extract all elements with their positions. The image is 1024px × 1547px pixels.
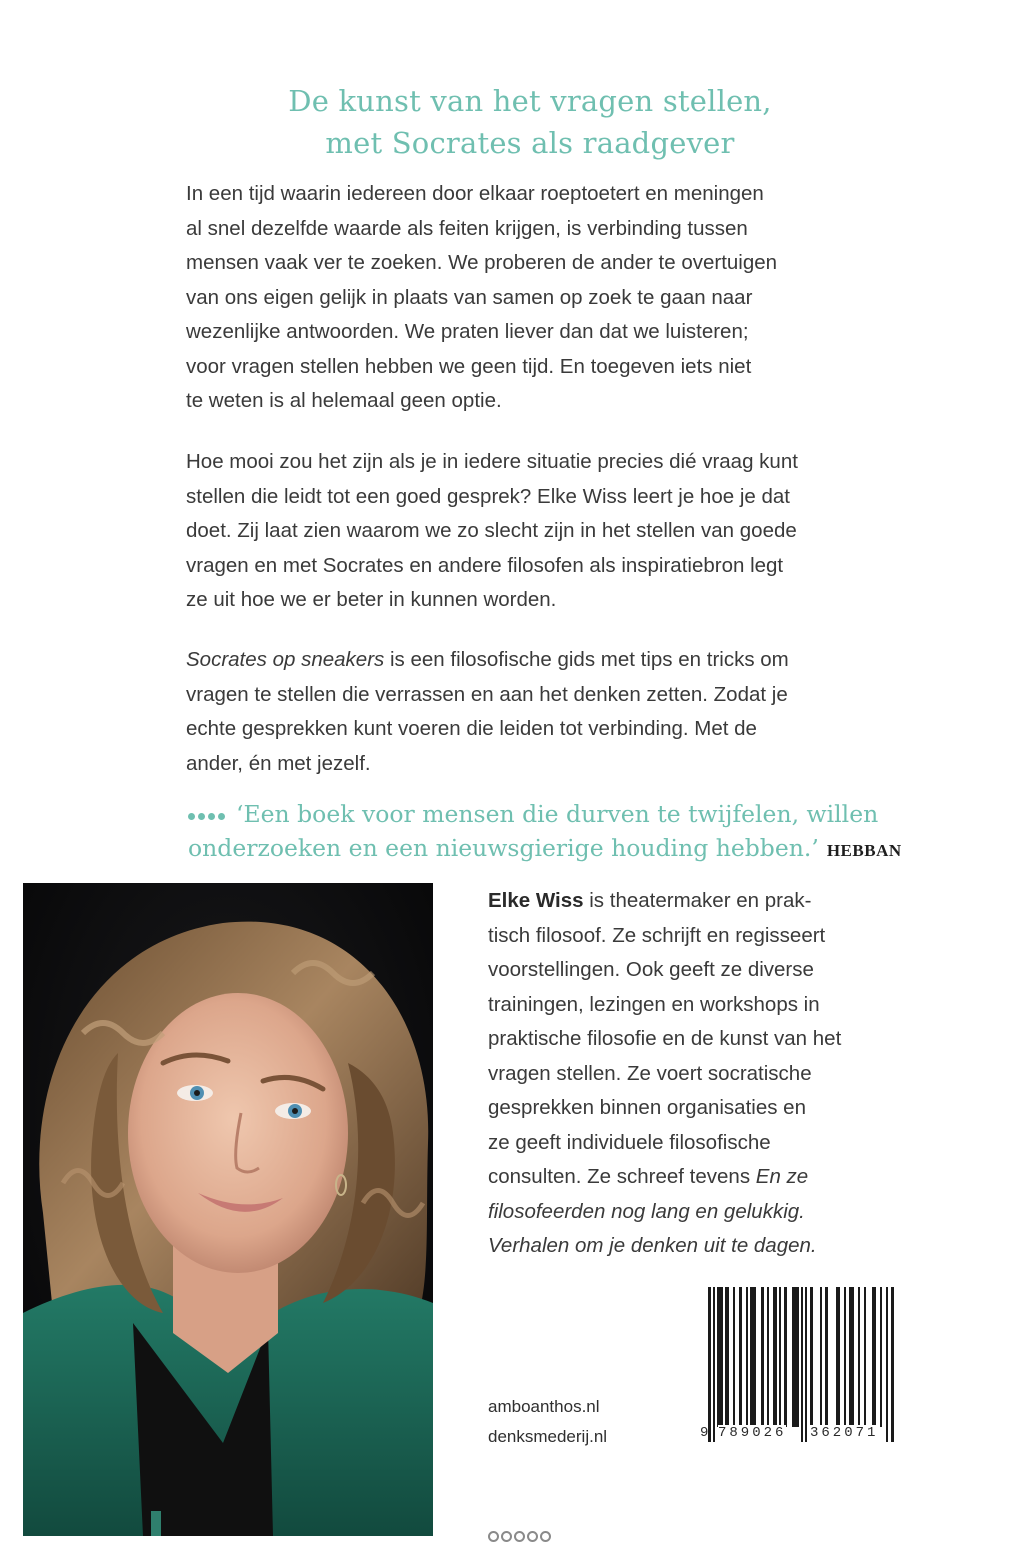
- text-line: In een tijd waarin iedereen door elkaar roeptoetert en meningen: [186, 182, 764, 205]
- circle-mark-icon: [540, 1531, 551, 1542]
- text-line: al snel dezelfde waarde als feiten krijgen, is verbinding tussen: [186, 216, 748, 240]
- text-line: wezenlijke antwoorden. We praten liever dan dat we luisteren;: [186, 320, 749, 343]
- quote-line: [188, 798, 898, 832]
- text-fragment: consulten. Ze schreef tevens: [488, 1165, 756, 1188]
- isbn-group-2: 362071: [810, 1425, 879, 1441]
- bio-line: gesprekken binnen organisaties en: [488, 1096, 806, 1119]
- barcode-icon: [706, 1287, 896, 1447]
- circle-mark-icon: [488, 1531, 499, 1542]
- text-line: ze uit hoe we er beter in kunnen worden.: [186, 588, 557, 611]
- text-line: vragen te stellen die verrassen en aan het denken zetten. Zodat je: [186, 682, 788, 706]
- bio-line: [488, 1160, 908, 1195]
- author-bio: [488, 884, 908, 1264]
- other-book-title-line: Verhalen om je denken uit te dagen.: [488, 1234, 817, 1257]
- author-portrait-illustration: [23, 883, 433, 1536]
- bio-line: [488, 884, 908, 919]
- website-denksmederij: denksmederij.nl: [488, 1427, 608, 1446]
- publisher-websites: [488, 1392, 607, 1452]
- text-line: Hoe mooi zou het zijn als je in iedere situatie precies dié vraag kunt: [186, 450, 798, 473]
- author-name: Elke Wiss: [488, 889, 584, 912]
- text-line: echte gesprekken kunt voeren die leiden tot verbinding. Met de: [186, 717, 757, 740]
- bio-line: voorstellingen. Ook geeft ze diverse: [488, 958, 814, 981]
- other-book-title: En ze: [755, 1165, 809, 1188]
- text-line: doet. Zij laat zien waarom we zo slecht zijn in het stellen van goede: [186, 519, 797, 542]
- text-line: te weten is al helemaal geen optie.: [186, 389, 502, 412]
- isbn-first-digit: 9: [700, 1425, 712, 1441]
- quote-text: onderzoeken en een nieuwsgierige houding hebben.’: [188, 833, 819, 862]
- footer-marks: [488, 1529, 553, 1547]
- text-line: vragen en met Socrates en andere filosofen als inspiratiebron legt: [186, 553, 784, 577]
- text-line: stellen die leidt tot een goed gesprek? Elke Wiss leert je hoe je dat: [186, 484, 790, 508]
- isbn-barcode: [706, 1287, 896, 1447]
- blurb-paragraph-3: [186, 643, 906, 781]
- bio-line: vragen stellen. Ze voert socratische: [488, 1061, 812, 1085]
- text-line: mensen vaak ver te zoeken. We proberen de ander te overtuigen: [186, 251, 778, 274]
- text-line: voor vragen stellen hebben we geen tijd. En toegeven iets niet: [186, 354, 752, 378]
- text-line: ander, én met jezelf.: [186, 751, 371, 775]
- text-line: [186, 643, 906, 678]
- text-line: van ons eigen gelijk in plaats van samen op zoek te gaan naar: [186, 285, 753, 309]
- other-book-title-line: filosofeerden nog lang en gelukkig.: [488, 1199, 805, 1223]
- headline-line-1: De kunst van het vragen stellen,: [288, 84, 772, 118]
- headline-line-2: met Socrates als raadgever: [325, 126, 735, 160]
- bio-line: ze geeft individuele filosofische: [488, 1130, 771, 1154]
- blurb-paragraph-2: [186, 445, 906, 618]
- isbn-group-1: 789026: [718, 1425, 787, 1441]
- text-fragment: is een filosofische gids met tips en tricks om: [384, 648, 789, 671]
- bio-line: trainingen, lezingen en workshops in: [488, 992, 820, 1016]
- book-title: Socrates op sneakers: [186, 648, 385, 671]
- bio-line: tisch filosoof. Ze schrijft en regisseert: [488, 923, 826, 947]
- blurb-paragraph-1: [186, 177, 906, 419]
- rating-dots-icon: [188, 796, 228, 828]
- review-source: HEBBAN: [826, 840, 902, 860]
- review-quote: [188, 798, 902, 867]
- text-fragment: is theatermaker en prak-: [583, 889, 812, 912]
- bio-line: praktische filosofie en de kunst van het: [488, 1027, 842, 1050]
- quote-line: [188, 832, 902, 867]
- author-photo: [23, 883, 433, 1536]
- quote-text: ‘Een boek voor mensen die durven te twijfelen, willen: [236, 800, 879, 828]
- circle-mark-icon: [501, 1531, 512, 1542]
- website-amboanthos: amboanthos.nl: [488, 1397, 600, 1416]
- circle-mark-icon: [527, 1531, 538, 1542]
- headline: [180, 80, 880, 164]
- circle-mark-icon: [514, 1531, 525, 1542]
